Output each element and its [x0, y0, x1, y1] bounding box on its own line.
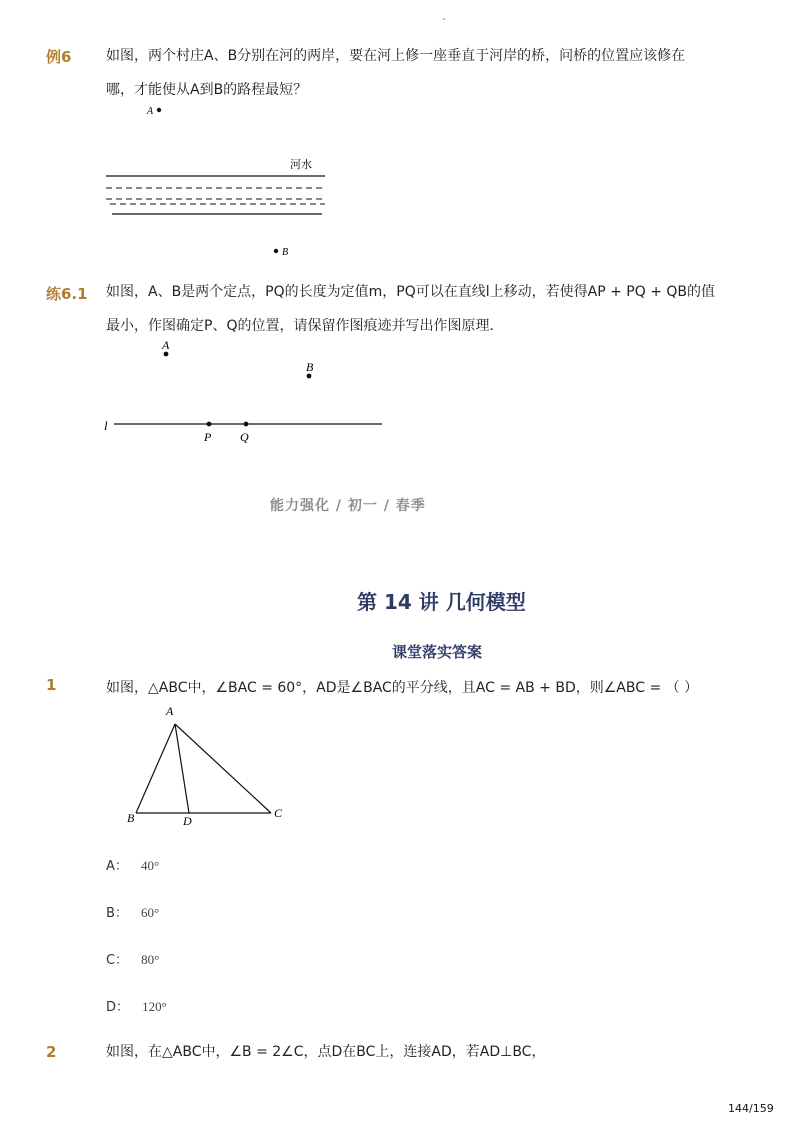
point-p-label: P — [204, 430, 212, 444]
side-ac — [175, 724, 271, 813]
river-label: 河水 — [290, 158, 312, 171]
point-a-dot — [157, 108, 161, 112]
point-a-label: A — [147, 106, 154, 117]
point-q-label: Q — [240, 430, 249, 444]
side-ab — [136, 724, 175, 813]
point-q-dot — [244, 422, 249, 427]
point-d-label: D — [183, 814, 192, 828]
lecture-subtitle: 课堂落实答案 — [392, 643, 483, 661]
page-number: 144/159 — [728, 1102, 774, 1115]
point-b-label: B — [306, 360, 314, 374]
bisector-ad — [175, 724, 189, 813]
option-b-key: B： — [106, 906, 128, 921]
practice-6-1-label: 练6.1 — [46, 285, 88, 303]
point-b-label: B — [282, 247, 289, 258]
line-l-label: l — [104, 418, 108, 433]
vertex-c-label: C — [274, 806, 283, 820]
question-2-text: 如图，在△ABC中，∠B = 2∠C，点D在BC上，连接AD，若AD⊥BC， — [106, 1044, 546, 1060]
option-a[interactable] — [106, 855, 159, 874]
header-mark: - — [442, 14, 446, 25]
option-d-key: D： — [106, 1000, 130, 1015]
option-d[interactable] — [106, 996, 167, 1015]
example-6-label: 例6 — [46, 48, 72, 66]
question-1-number: 1 — [46, 676, 57, 694]
option-a-key: A： — [106, 859, 128, 874]
section-footer: 能力强化 / 初一 / 春季 — [270, 498, 426, 514]
point-a-dot — [164, 352, 169, 357]
practice-6-1-line-2: 最小，作图确定P、Q的位置，请保留作图痕迹并写出作图原理． — [106, 318, 504, 334]
option-c-value: 80° — [141, 952, 160, 967]
option-c-key: C： — [106, 953, 129, 968]
option-b-value: 60° — [141, 905, 160, 920]
option-d-value: 120° — [142, 999, 167, 1014]
question-1-text: 如图，△ABC中，∠BAC = 60°，AD是∠BAC的平分线，且AC = AB + BD，则∠ABC = （ ） — [106, 680, 699, 696]
triangle-figure — [120, 700, 290, 830]
lecture-title: 第 14 讲 几何模型 — [357, 590, 526, 614]
river-figure — [100, 100, 340, 265]
point-p-dot — [207, 422, 212, 427]
point-a-label: A — [162, 338, 170, 352]
vertex-a-label: A — [166, 704, 174, 718]
option-c[interactable] — [106, 949, 159, 968]
line-figure — [100, 335, 390, 450]
example-6-line-1: 如图，两个村庄A、B分别在河的两岸，要在河上修一座垂直于河岸的桥，问桥的位置应该修在 — [106, 48, 686, 64]
option-b[interactable] — [106, 902, 159, 921]
vertex-b-label: B — [127, 811, 135, 825]
example-6-line-2: 哪，才能使从A到B的路程最短？ — [106, 82, 308, 98]
point-b-dot — [307, 374, 312, 379]
option-a-value: 40° — [141, 858, 160, 873]
practice-6-1-line-1: 如图，A、B是两个定点，PQ的长度为定值m，PQ可以在直线l上移动，若使得AP + PQ + QB的值 — [106, 284, 715, 300]
point-b-dot — [274, 249, 278, 253]
question-2-number: 2 — [46, 1043, 57, 1061]
